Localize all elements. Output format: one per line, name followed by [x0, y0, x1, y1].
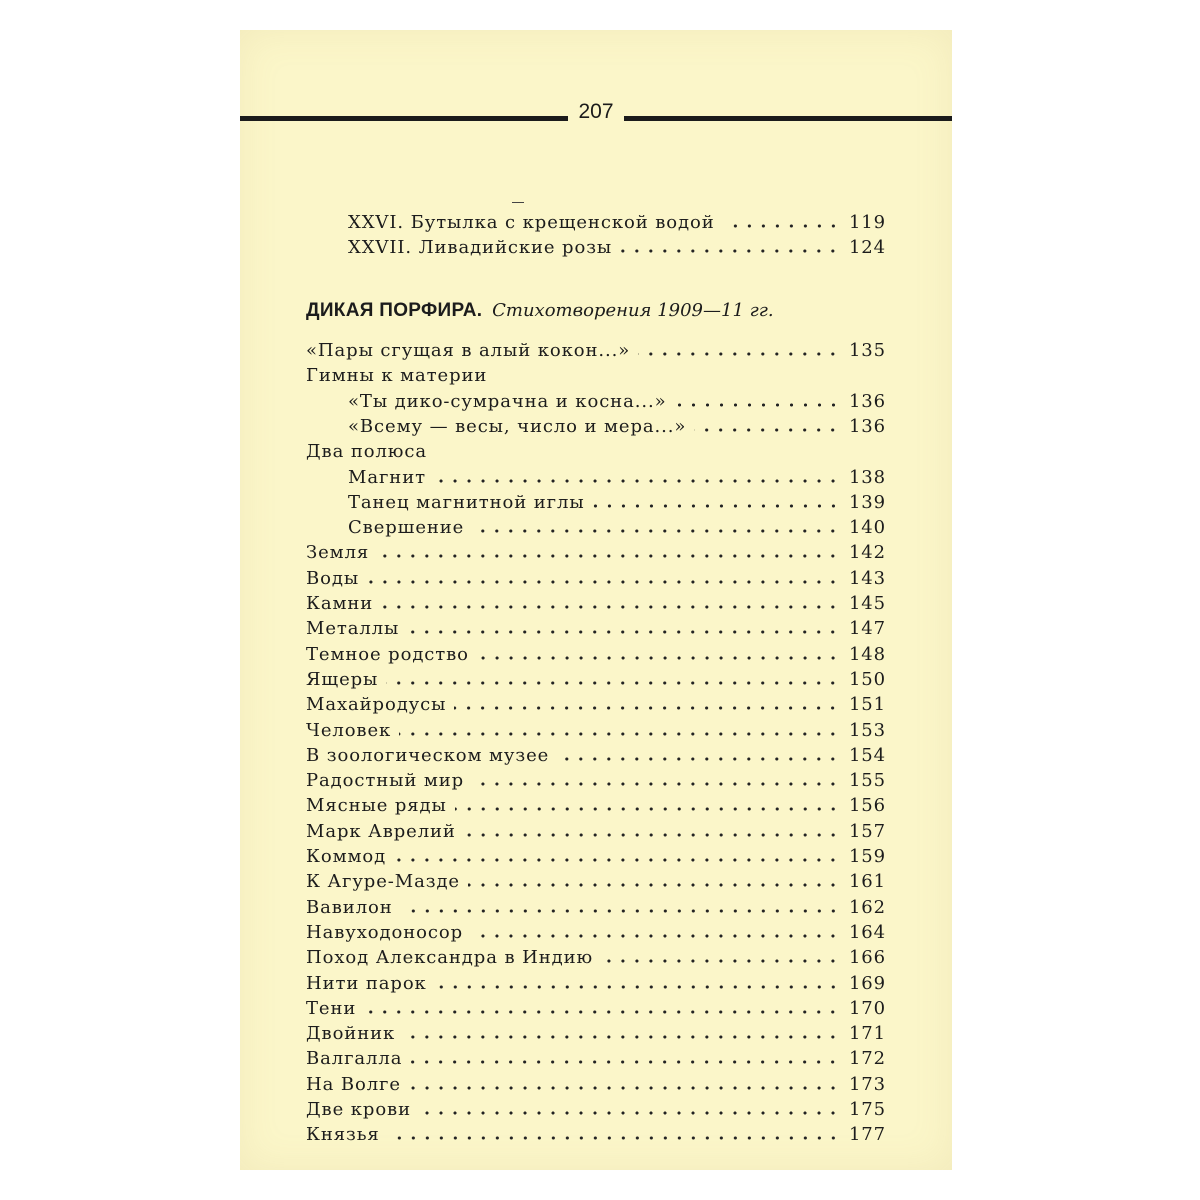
toc-entry — [306, 922, 886, 948]
dot-leader — [403, 1035, 840, 1039]
print-mark — [512, 202, 524, 203]
dot-leader — [388, 1136, 840, 1140]
toc-entry-title: Свершение — [348, 517, 465, 539]
dot-leader — [601, 959, 840, 963]
toc-entry — [306, 644, 886, 670]
toc-entry — [306, 1048, 886, 1074]
toc-entry — [306, 568, 886, 594]
toc-entry-title: Магнит — [348, 466, 426, 488]
dot-leader — [364, 1010, 840, 1014]
dot-leader — [419, 1111, 840, 1115]
toc-entry-title: «Всему — весы, число и мера...» — [348, 415, 687, 437]
header-rule-left — [240, 116, 568, 121]
toc-entry — [306, 618, 886, 644]
toc-entry-title: Коммод — [306, 846, 387, 867]
toc-entry — [306, 821, 886, 847]
toc-entry-page: 166 — [848, 947, 886, 969]
toc-entry-page: 124 — [848, 237, 886, 258]
toc-entry-page: 138 — [848, 466, 886, 488]
toc-entry-title: Навуходоносор — [306, 921, 464, 943]
toc-entry — [348, 492, 886, 518]
dot-leader — [471, 934, 840, 938]
toc-entry-title: Нити парок — [306, 972, 427, 994]
dot-leader — [435, 985, 840, 989]
toc-entry-title: Радостный мир — [306, 770, 465, 792]
toc-entry-title: Гимны к материи — [306, 365, 488, 387]
toc-entry-page: 170 — [848, 997, 886, 1019]
toc-entry-page: 147 — [848, 618, 886, 640]
toc-entry — [306, 669, 886, 695]
toc-entry-page: 140 — [848, 517, 886, 539]
toc-entry — [306, 871, 886, 897]
toc-entry-title: Темное родство — [306, 643, 469, 665]
toc-entry-title: Танец магнитной иглы — [348, 491, 585, 513]
dot-leader — [593, 504, 840, 508]
dot-leader — [386, 681, 840, 685]
dot-leader — [434, 479, 840, 483]
toc-entry — [348, 237, 886, 263]
toc-entry-page: 159 — [848, 846, 886, 867]
toc-entry-title: Земля — [306, 542, 370, 564]
toc-entry-page: 154 — [848, 744, 886, 766]
toc-entry-page: 145 — [848, 593, 886, 614]
dot-leader — [472, 782, 840, 786]
toc-entry-title: Князья — [306, 1124, 380, 1146]
toc-entry — [306, 795, 886, 821]
toc-entry-title: Валгалла — [306, 1048, 403, 1070]
toc-entry — [348, 416, 886, 442]
dot-leader — [620, 249, 840, 253]
toc-entry — [306, 770, 886, 796]
toc-entry-page: 169 — [848, 972, 886, 994]
header-rule-right — [624, 116, 952, 121]
dot-leader — [675, 403, 841, 407]
toc-entry-page: 136 — [848, 415, 886, 437]
toc-entry-title: Мясные ряды — [306, 795, 447, 817]
toc-entry-title: Ящеры — [306, 668, 379, 690]
toc-entry-page: 177 — [848, 1124, 886, 1146]
section-subtitle: Стихотворения 1909—11 гг. — [492, 300, 774, 321]
toc-entry-title: Камни — [306, 593, 374, 614]
toc-entry-title: Марк Аврелий — [306, 820, 456, 842]
toc-entry-page: 143 — [848, 567, 886, 589]
toc-entry-title: Человек — [306, 719, 392, 741]
toc-entry — [306, 694, 886, 720]
dot-leader — [399, 732, 840, 736]
dot-leader — [468, 883, 840, 887]
dot-leader — [377, 554, 840, 558]
toc-entry-page: 156 — [848, 795, 886, 817]
book-page — [240, 30, 952, 1170]
toc-entry — [306, 745, 886, 771]
toc-entry-page: 150 — [848, 668, 886, 690]
toc-entry — [306, 973, 886, 999]
section-title: ДИКАЯ ПОРФИРА. — [306, 300, 483, 321]
toc-entry-page: 135 — [848, 340, 886, 361]
toc-entry — [348, 212, 886, 238]
toc-entry — [306, 720, 886, 746]
toc-entry — [306, 441, 886, 467]
toc-entry-page: 157 — [848, 820, 886, 842]
toc-entry — [348, 391, 886, 417]
toc-entry-title: Воды — [306, 567, 360, 589]
toc-entry — [306, 1023, 886, 1049]
toc-entry — [306, 593, 886, 619]
toc-entry — [306, 897, 886, 923]
toc-entry — [306, 998, 886, 1024]
toc-entry — [306, 1099, 886, 1125]
toc-entry-title: XXVII. Ливадийские розы — [348, 237, 613, 258]
toc-entry — [306, 365, 886, 391]
toc-entry — [306, 1074, 886, 1100]
toc-entry-page: 162 — [848, 896, 886, 918]
dot-leader — [557, 757, 840, 761]
toc-entry — [348, 517, 886, 543]
dot-leader — [472, 529, 840, 533]
toc-entry-title: XXVI. Бутылка с крещенской водой — [348, 212, 715, 233]
toc-entry-title: На Волге — [306, 1073, 401, 1095]
dot-leader — [409, 1086, 840, 1090]
toc-entry-page: 161 — [848, 871, 886, 893]
toc-entry-page: 136 — [848, 390, 886, 412]
toc-entry-title: «Ты дико-сумрачна и косна...» — [348, 390, 667, 412]
toc-entry — [306, 846, 886, 872]
toc-entry-title: Металлы — [306, 618, 400, 640]
dot-leader — [407, 630, 840, 634]
toc-entry-page: 171 — [848, 1023, 886, 1045]
toc-entry-page: 164 — [848, 921, 886, 943]
dot-leader — [477, 656, 840, 660]
toc-entry-title: В зоологическом музее — [306, 744, 550, 766]
toc-entry-page: 119 — [848, 212, 886, 233]
dot-leader — [401, 909, 840, 913]
section-heading — [306, 300, 774, 322]
dot-leader — [454, 706, 840, 710]
dot-leader — [455, 807, 840, 811]
toc-entry-page: 173 — [848, 1073, 886, 1095]
toc-entry-title: «Пары сгущая в алый кокон...» — [306, 340, 631, 361]
toc-entry — [306, 947, 886, 973]
toc-entry — [306, 340, 886, 366]
toc-entry-title: Поход Александра в Индию — [306, 947, 594, 969]
page-number: 207 — [578, 100, 614, 123]
toc-entry-page: 153 — [848, 719, 886, 741]
toc-entry-title: Махайродусы — [306, 694, 447, 716]
toc-entry-page: 175 — [848, 1099, 886, 1120]
toc-entry-page: 148 — [848, 643, 886, 665]
dot-leader — [381, 605, 840, 609]
toc-entry — [348, 467, 886, 493]
dot-leader — [464, 833, 840, 837]
toc-entry-title: Вавилон — [306, 896, 393, 918]
toc-entry-page: 151 — [848, 694, 886, 716]
dot-leader — [723, 224, 840, 228]
toc-entry-page: 139 — [848, 491, 886, 513]
dot-leader — [394, 858, 840, 862]
toc-entry-title: Двойник — [306, 1023, 396, 1045]
toc-entry-page: 155 — [848, 770, 886, 792]
dot-leader — [638, 352, 840, 356]
toc-entry-title: Два полюса — [306, 441, 427, 463]
toc-entry — [306, 542, 886, 568]
toc-entry-title: К Агуре-Мазде — [306, 871, 460, 893]
dot-leader — [694, 428, 840, 432]
toc-entry-title: Две крови — [306, 1099, 411, 1120]
toc-entry-title: Тени — [306, 997, 357, 1019]
toc-entry — [306, 1124, 886, 1150]
dot-leader — [367, 580, 840, 584]
toc-entry-page: 142 — [848, 542, 886, 564]
dot-leader — [410, 1060, 840, 1064]
toc-entry-page: 172 — [848, 1048, 886, 1070]
